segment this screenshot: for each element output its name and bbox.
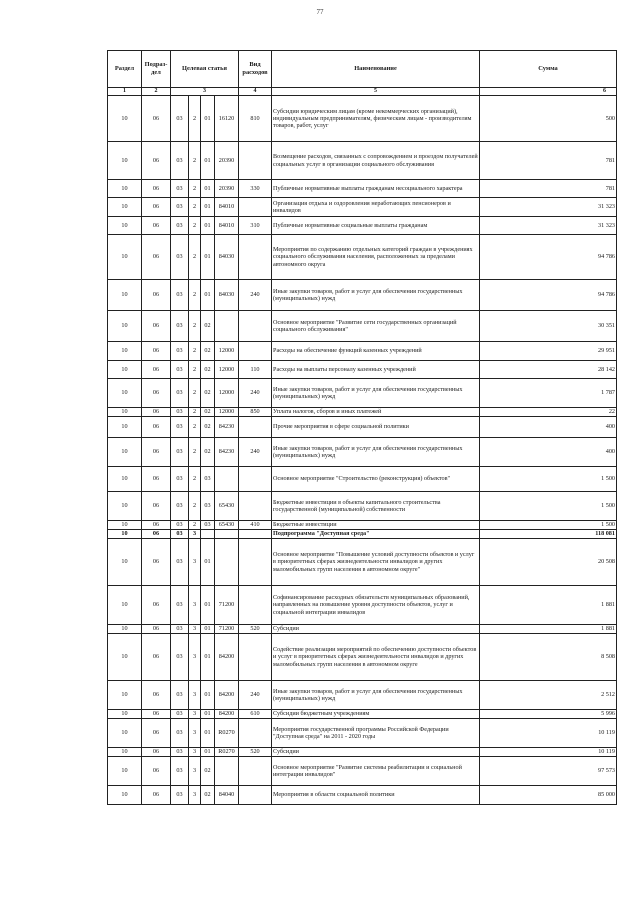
cell-target-subprogram: 3 bbox=[189, 539, 201, 586]
cell-target-direction: 65430 bbox=[215, 492, 239, 521]
cell-podrazdel: 06 bbox=[142, 417, 171, 438]
cell-sum: 1 787 bbox=[480, 379, 617, 408]
cell-razdel: 10 bbox=[108, 492, 142, 521]
table-row bbox=[108, 342, 617, 361]
cell-target-direction bbox=[215, 539, 239, 586]
cell-name: Основное мероприятие "Повышение условий доступности объектов и услуг в приоритетных сферах жизнедеятельности инвалидов и других маломобильных групп населения в автономном округе" bbox=[272, 539, 480, 586]
cell-name: Основное мероприятие "Развитие системы реабилитации и социальной интеграции инвалидов" bbox=[272, 757, 480, 786]
column-number: 1 bbox=[108, 88, 142, 96]
table-row bbox=[108, 786, 617, 805]
cell-name: Организация отдыха и оздоровления неработающих пенсионеров и инвалидов bbox=[272, 198, 480, 217]
cell-sum: 22 bbox=[480, 408, 617, 417]
cell-podrazdel: 06 bbox=[142, 311, 171, 342]
cell-target-event: 01 bbox=[201, 681, 215, 710]
cell-podrazdel: 06 bbox=[142, 586, 171, 625]
cell-sum: 1 881 bbox=[480, 625, 617, 634]
cell-sum: 20 508 bbox=[480, 539, 617, 586]
cell-target-subprogram: 3 bbox=[189, 530, 201, 539]
cell-name: Мероприятия по содержанию отдельных категорий граждан в учреждениях социального обслуживания населения, расположенных за пределами автономного округа bbox=[272, 235, 480, 280]
cell-target-event: 01 bbox=[201, 180, 215, 198]
cell-target-direction: 84030 bbox=[215, 280, 239, 311]
cell-target-event: 02 bbox=[201, 757, 215, 786]
cell-target-event: 01 bbox=[201, 634, 215, 681]
cell-razdel: 10 bbox=[108, 634, 142, 681]
cell-expense-type bbox=[239, 539, 272, 586]
cell-expense-type bbox=[239, 757, 272, 786]
header-expense-type: Вид расходов bbox=[239, 51, 272, 88]
cell-razdel: 10 bbox=[108, 586, 142, 625]
cell-target-program: 03 bbox=[171, 634, 189, 681]
cell-name: Прочие мероприятия в сфере социальной политики bbox=[272, 417, 480, 438]
table-row bbox=[108, 492, 617, 521]
cell-target-direction: 84200 bbox=[215, 634, 239, 681]
cell-podrazdel: 06 bbox=[142, 438, 171, 467]
cell-expense-type bbox=[239, 417, 272, 438]
cell-target-direction: 84200 bbox=[215, 710, 239, 719]
cell-razdel: 10 bbox=[108, 757, 142, 786]
cell-target-program: 03 bbox=[171, 379, 189, 408]
cell-expense-type: 610 bbox=[239, 710, 272, 719]
cell-target-program: 03 bbox=[171, 786, 189, 805]
cell-target-event: 01 bbox=[201, 235, 215, 280]
cell-target-program: 03 bbox=[171, 417, 189, 438]
cell-target-subprogram: 2 bbox=[189, 379, 201, 408]
cell-target-event bbox=[201, 530, 215, 539]
cell-target-event: 01 bbox=[201, 142, 215, 180]
cell-target-event: 02 bbox=[201, 379, 215, 408]
cell-target-subprogram: 2 bbox=[189, 467, 201, 492]
cell-razdel: 10 bbox=[108, 467, 142, 492]
cell-target-subprogram: 3 bbox=[189, 786, 201, 805]
cell-podrazdel: 06 bbox=[142, 634, 171, 681]
table-row bbox=[108, 719, 617, 748]
cell-expense-type: 810 bbox=[239, 96, 272, 142]
cell-razdel: 10 bbox=[108, 408, 142, 417]
cell-target-program: 03 bbox=[171, 539, 189, 586]
header-razdel: Раздел bbox=[108, 51, 142, 88]
cell-podrazdel: 06 bbox=[142, 342, 171, 361]
cell-target-program: 03 bbox=[171, 96, 189, 142]
table-row bbox=[108, 180, 617, 198]
page-number: 77 bbox=[316, 8, 324, 16]
cell-target-subprogram: 2 bbox=[189, 492, 201, 521]
cell-target-event: 02 bbox=[201, 361, 215, 379]
cell-expense-type: 310 bbox=[239, 217, 272, 235]
cell-target-program: 03 bbox=[171, 492, 189, 521]
cell-sum: 5 996 bbox=[480, 710, 617, 719]
cell-podrazdel: 06 bbox=[142, 710, 171, 719]
cell-sum: 2 512 bbox=[480, 681, 617, 710]
cell-sum: 10 119 bbox=[480, 719, 617, 748]
cell-target-direction bbox=[215, 530, 239, 539]
cell-target-subprogram: 2 bbox=[189, 280, 201, 311]
cell-name: Содействие реализации мероприятий по обеспечению доступности объектов и услуг в приоритетных сферах жизнедеятельности инвалидов и других маломобильных групп населения в автономном округе bbox=[272, 634, 480, 681]
cell-podrazdel: 06 bbox=[142, 467, 171, 492]
cell-target-subprogram: 2 bbox=[189, 361, 201, 379]
cell-target-subprogram: 3 bbox=[189, 625, 201, 634]
cell-name: Иные закупки товаров, работ и услуг для обеспечения государственных (муниципальных) нужд bbox=[272, 438, 480, 467]
cell-razdel: 10 bbox=[108, 235, 142, 280]
cell-name: Субсидии бюджетным учреждениям bbox=[272, 710, 480, 719]
cell-expense-type bbox=[239, 342, 272, 361]
cell-podrazdel: 06 bbox=[142, 361, 171, 379]
cell-name: Расходы на обеспечение функций казенных учреждений bbox=[272, 342, 480, 361]
cell-podrazdel: 06 bbox=[142, 681, 171, 710]
cell-sum: 500 bbox=[480, 96, 617, 142]
cell-name: Бюджетные инвестиции в объекты капитального строительства государственной (муниципальной) собственности bbox=[272, 492, 480, 521]
cell-expense-type bbox=[239, 235, 272, 280]
cell-razdel: 10 bbox=[108, 96, 142, 142]
cell-target-program: 03 bbox=[171, 280, 189, 311]
cell-sum: 94 786 bbox=[480, 235, 617, 280]
cell-name: Возмещение расходов, связанных с сопровождением и проездом получателей социальных услуг в организации социального обслуживания bbox=[272, 142, 480, 180]
cell-podrazdel: 06 bbox=[142, 748, 171, 757]
cell-target-program: 03 bbox=[171, 710, 189, 719]
cell-podrazdel: 06 bbox=[142, 280, 171, 311]
cell-target-program: 03 bbox=[171, 198, 189, 217]
cell-target-direction: 84230 bbox=[215, 417, 239, 438]
cell-target-event: 02 bbox=[201, 417, 215, 438]
cell-name: Расходы на выплаты персоналу казенных учреждений bbox=[272, 361, 480, 379]
cell-target-program: 03 bbox=[171, 180, 189, 198]
cell-sum: 30 351 bbox=[480, 311, 617, 342]
cell-target-subprogram: 2 bbox=[189, 521, 201, 530]
cell-expense-type bbox=[239, 467, 272, 492]
cell-target-event: 01 bbox=[201, 539, 215, 586]
cell-sum: 28 142 bbox=[480, 361, 617, 379]
cell-target-direction bbox=[215, 311, 239, 342]
cell-sum: 10 119 bbox=[480, 748, 617, 757]
column-number: 5 bbox=[272, 88, 480, 96]
cell-razdel: 10 bbox=[108, 748, 142, 757]
cell-expense-type bbox=[239, 530, 272, 539]
cell-expense-type: 240 bbox=[239, 280, 272, 311]
table-row bbox=[108, 311, 617, 342]
budget-table bbox=[107, 50, 617, 805]
cell-podrazdel: 06 bbox=[142, 198, 171, 217]
cell-razdel: 10 bbox=[108, 539, 142, 586]
cell-target-direction: 12000 bbox=[215, 342, 239, 361]
cell-podrazdel: 06 bbox=[142, 180, 171, 198]
cell-target-direction: 84010 bbox=[215, 198, 239, 217]
column-number-row bbox=[108, 88, 617, 96]
cell-target-subprogram: 2 bbox=[189, 142, 201, 180]
cell-podrazdel: 06 bbox=[142, 757, 171, 786]
cell-razdel: 10 bbox=[108, 786, 142, 805]
cell-target-direction: 12000 bbox=[215, 361, 239, 379]
table-row bbox=[108, 748, 617, 757]
cell-name: Субсидии bbox=[272, 748, 480, 757]
cell-target-subprogram: 2 bbox=[189, 438, 201, 467]
cell-target-event: 01 bbox=[201, 710, 215, 719]
cell-podrazdel: 06 bbox=[142, 786, 171, 805]
cell-expense-type: 110 bbox=[239, 361, 272, 379]
cell-target-subprogram: 2 bbox=[189, 342, 201, 361]
table-row bbox=[108, 757, 617, 786]
cell-expense-type bbox=[239, 142, 272, 180]
cell-podrazdel: 06 bbox=[142, 142, 171, 180]
cell-sum: 1 500 bbox=[480, 467, 617, 492]
cell-target-subprogram: 3 bbox=[189, 681, 201, 710]
cell-expense-type: 520 bbox=[239, 625, 272, 634]
cell-target-event: 02 bbox=[201, 408, 215, 417]
cell-sum: 400 bbox=[480, 438, 617, 467]
cell-razdel: 10 bbox=[108, 625, 142, 634]
cell-name: Основное мероприятие "Строительство (реконструкция) объектов" bbox=[272, 467, 480, 492]
cell-name: Подпрограмма "Доступная среда" bbox=[272, 530, 480, 539]
cell-target-program: 03 bbox=[171, 142, 189, 180]
cell-name: Иные закупки товаров, работ и услуг для обеспечения государственных (муниципальных) нужд bbox=[272, 280, 480, 311]
cell-sum: 94 786 bbox=[480, 280, 617, 311]
table-row bbox=[108, 408, 617, 417]
cell-target-event: 03 bbox=[201, 492, 215, 521]
table-row bbox=[108, 198, 617, 217]
cell-target-event: 03 bbox=[201, 467, 215, 492]
header-name: Наименование bbox=[272, 51, 480, 88]
cell-target-event: 01 bbox=[201, 748, 215, 757]
cell-expense-type bbox=[239, 786, 272, 805]
cell-podrazdel: 06 bbox=[142, 379, 171, 408]
cell-razdel: 10 bbox=[108, 180, 142, 198]
cell-target-direction: 12000 bbox=[215, 408, 239, 417]
cell-podrazdel: 06 bbox=[142, 719, 171, 748]
cell-target-direction: R0270 bbox=[215, 719, 239, 748]
cell-expense-type bbox=[239, 719, 272, 748]
cell-target-subprogram: 3 bbox=[189, 757, 201, 786]
column-number: 2 bbox=[142, 88, 171, 96]
table-row bbox=[108, 625, 617, 634]
table-row bbox=[108, 280, 617, 311]
cell-target-event: 01 bbox=[201, 198, 215, 217]
cell-target-direction: 84040 bbox=[215, 786, 239, 805]
cell-razdel: 10 bbox=[108, 342, 142, 361]
cell-expense-type bbox=[239, 198, 272, 217]
cell-razdel: 10 bbox=[108, 379, 142, 408]
cell-target-event: 01 bbox=[201, 625, 215, 634]
cell-razdel: 10 bbox=[108, 438, 142, 467]
cell-target-program: 03 bbox=[171, 586, 189, 625]
table-row bbox=[108, 710, 617, 719]
cell-target-program: 03 bbox=[171, 748, 189, 757]
table-row bbox=[108, 467, 617, 492]
column-number: 3 bbox=[171, 88, 239, 96]
cell-podrazdel: 06 bbox=[142, 217, 171, 235]
cell-expense-type bbox=[239, 586, 272, 625]
cell-target-event: 02 bbox=[201, 311, 215, 342]
cell-target-program: 03 bbox=[171, 342, 189, 361]
cell-sum: 1 881 bbox=[480, 586, 617, 625]
cell-expense-type: 240 bbox=[239, 681, 272, 710]
cell-target-subprogram: 2 bbox=[189, 311, 201, 342]
table-row bbox=[108, 539, 617, 586]
cell-expense-type: 850 bbox=[239, 408, 272, 417]
cell-target-program: 03 bbox=[171, 521, 189, 530]
cell-name: Основное мероприятие "Развитие сети государственных организаций социального обслуживания" bbox=[272, 311, 480, 342]
cell-target-subprogram: 3 bbox=[189, 586, 201, 625]
table-row bbox=[108, 361, 617, 379]
cell-sum: 31 323 bbox=[480, 198, 617, 217]
cell-expense-type: 240 bbox=[239, 438, 272, 467]
cell-target-direction: 16120 bbox=[215, 96, 239, 142]
cell-target-subprogram: 3 bbox=[189, 719, 201, 748]
cell-podrazdel: 06 bbox=[142, 530, 171, 539]
cell-razdel: 10 bbox=[108, 198, 142, 217]
cell-podrazdel: 06 bbox=[142, 408, 171, 417]
cell-target-direction: 65430 bbox=[215, 521, 239, 530]
cell-target-subprogram: 3 bbox=[189, 748, 201, 757]
cell-target-direction: 71200 bbox=[215, 586, 239, 625]
cell-sum: 781 bbox=[480, 142, 617, 180]
cell-target-event: 02 bbox=[201, 786, 215, 805]
cell-razdel: 10 bbox=[108, 530, 142, 539]
cell-name: Софинансирование расходных обязательств муниципальных образований, направленных на повышение уровня доступности объектов, услуг и социальной интеграции инвалидов bbox=[272, 586, 480, 625]
table-row bbox=[108, 379, 617, 408]
table-row bbox=[108, 142, 617, 180]
cell-razdel: 10 bbox=[108, 361, 142, 379]
cell-podrazdel: 06 bbox=[142, 96, 171, 142]
cell-target-direction: 71200 bbox=[215, 625, 239, 634]
cell-target-subprogram: 2 bbox=[189, 408, 201, 417]
cell-target-program: 03 bbox=[171, 438, 189, 467]
cell-target-event: 01 bbox=[201, 586, 215, 625]
cell-name: Иные закупки товаров, работ и услуг для обеспечения государственных (муниципальных) нужд bbox=[272, 379, 480, 408]
table-row bbox=[108, 217, 617, 235]
cell-podrazdel: 06 bbox=[142, 625, 171, 634]
cell-target-direction: 12000 bbox=[215, 379, 239, 408]
cell-target-direction: 84030 bbox=[215, 235, 239, 280]
cell-target-direction: 84230 bbox=[215, 438, 239, 467]
cell-target-event: 01 bbox=[201, 280, 215, 311]
cell-target-direction: 84010 bbox=[215, 217, 239, 235]
cell-target-subprogram: 3 bbox=[189, 634, 201, 681]
cell-target-direction bbox=[215, 757, 239, 786]
table-row bbox=[108, 586, 617, 625]
cell-target-subprogram: 2 bbox=[189, 96, 201, 142]
table-row bbox=[108, 417, 617, 438]
column-number: 6 bbox=[480, 88, 617, 96]
cell-target-subprogram: 2 bbox=[189, 417, 201, 438]
cell-target-subprogram: 2 bbox=[189, 235, 201, 280]
cell-target-direction: 84200 bbox=[215, 681, 239, 710]
cell-target-program: 03 bbox=[171, 467, 189, 492]
cell-razdel: 10 bbox=[108, 681, 142, 710]
cell-sum: 31 323 bbox=[480, 217, 617, 235]
cell-podrazdel: 06 bbox=[142, 235, 171, 280]
cell-target-program: 03 bbox=[171, 757, 189, 786]
cell-expense-type bbox=[239, 492, 272, 521]
cell-razdel: 10 bbox=[108, 521, 142, 530]
table-row bbox=[108, 96, 617, 142]
cell-target-program: 03 bbox=[171, 719, 189, 748]
cell-name: Субсидии bbox=[272, 625, 480, 634]
cell-expense-type: 410 bbox=[239, 521, 272, 530]
cell-name: Публичные нормативные социальные выплаты гражданам bbox=[272, 217, 480, 235]
cell-target-direction: R0270 bbox=[215, 748, 239, 757]
cell-razdel: 10 bbox=[108, 280, 142, 311]
cell-target-event: 01 bbox=[201, 719, 215, 748]
cell-target-event: 02 bbox=[201, 438, 215, 467]
cell-sum: 781 bbox=[480, 180, 617, 198]
cell-expense-type: 520 bbox=[239, 748, 272, 757]
cell-name: Иные закупки товаров, работ и услуг для обеспечения государственных (муниципальных) нужд bbox=[272, 681, 480, 710]
cell-name: Публичные нормативные выплаты гражданам несоциального характера bbox=[272, 180, 480, 198]
cell-target-event: 01 bbox=[201, 96, 215, 142]
cell-name: Мероприятия государственной программы Российской Федерации "Доступная среда" на 2011 - 2020 годы bbox=[272, 719, 480, 748]
cell-target-subprogram: 2 bbox=[189, 217, 201, 235]
cell-razdel: 10 bbox=[108, 417, 142, 438]
cell-name: Мероприятия в области социальной политики bbox=[272, 786, 480, 805]
cell-expense-type: 240 bbox=[239, 379, 272, 408]
cell-razdel: 10 bbox=[108, 311, 142, 342]
cell-razdel: 10 bbox=[108, 710, 142, 719]
cell-target-subprogram: 3 bbox=[189, 710, 201, 719]
cell-sum: 1 500 bbox=[480, 521, 617, 530]
cell-target-subprogram: 2 bbox=[189, 198, 201, 217]
header-podrazdel: Подраз-дел bbox=[142, 51, 171, 88]
cell-target-program: 03 bbox=[171, 311, 189, 342]
cell-target-program: 03 bbox=[171, 235, 189, 280]
table-row bbox=[108, 521, 617, 530]
cell-sum: 400 bbox=[480, 417, 617, 438]
header-sum: Сумма bbox=[480, 51, 617, 88]
cell-target-event: 02 bbox=[201, 342, 215, 361]
cell-razdel: 10 bbox=[108, 719, 142, 748]
cell-expense-type bbox=[239, 311, 272, 342]
cell-name: Бюджетные инвестиции bbox=[272, 521, 480, 530]
cell-target-direction: 20390 bbox=[215, 142, 239, 180]
cell-name: Уплата налогов, сборов и иных платежей bbox=[272, 408, 480, 417]
cell-target-event: 01 bbox=[201, 217, 215, 235]
table-row bbox=[108, 235, 617, 280]
cell-sum: 118 081 bbox=[480, 530, 617, 539]
cell-podrazdel: 06 bbox=[142, 521, 171, 530]
table-row bbox=[108, 530, 617, 539]
cell-name: Субсидии юридическим лицам (кроме некоммерческих организаций), индивидуальным предпринимателям, физическим лицам - производителям товаров, работ, услуг bbox=[272, 96, 480, 142]
cell-podrazdel: 06 bbox=[142, 539, 171, 586]
cell-razdel: 10 bbox=[108, 217, 142, 235]
cell-target-program: 03 bbox=[171, 217, 189, 235]
cell-target-event: 03 bbox=[201, 521, 215, 530]
cell-razdel: 10 bbox=[108, 142, 142, 180]
cell-target-subprogram: 2 bbox=[189, 180, 201, 198]
cell-sum: 8 508 bbox=[480, 634, 617, 681]
cell-target-direction: 20390 bbox=[215, 180, 239, 198]
cell-sum: 1 500 bbox=[480, 492, 617, 521]
cell-target-program: 03 bbox=[171, 681, 189, 710]
table-row bbox=[108, 438, 617, 467]
cell-expense-type: 330 bbox=[239, 180, 272, 198]
cell-target-program: 03 bbox=[171, 530, 189, 539]
cell-target-program: 03 bbox=[171, 408, 189, 417]
cell-sum: 85 000 bbox=[480, 786, 617, 805]
column-number: 4 bbox=[239, 88, 272, 96]
cell-sum: 97 573 bbox=[480, 757, 617, 786]
cell-sum: 29 951 bbox=[480, 342, 617, 361]
table-row bbox=[108, 634, 617, 681]
cell-target-program: 03 bbox=[171, 625, 189, 634]
header-target-article: Целевая статья bbox=[171, 51, 239, 88]
cell-target-program: 03 bbox=[171, 361, 189, 379]
table-row bbox=[108, 681, 617, 710]
cell-expense-type bbox=[239, 634, 272, 681]
header-row bbox=[108, 51, 617, 88]
cell-podrazdel: 06 bbox=[142, 492, 171, 521]
cell-target-direction bbox=[215, 467, 239, 492]
